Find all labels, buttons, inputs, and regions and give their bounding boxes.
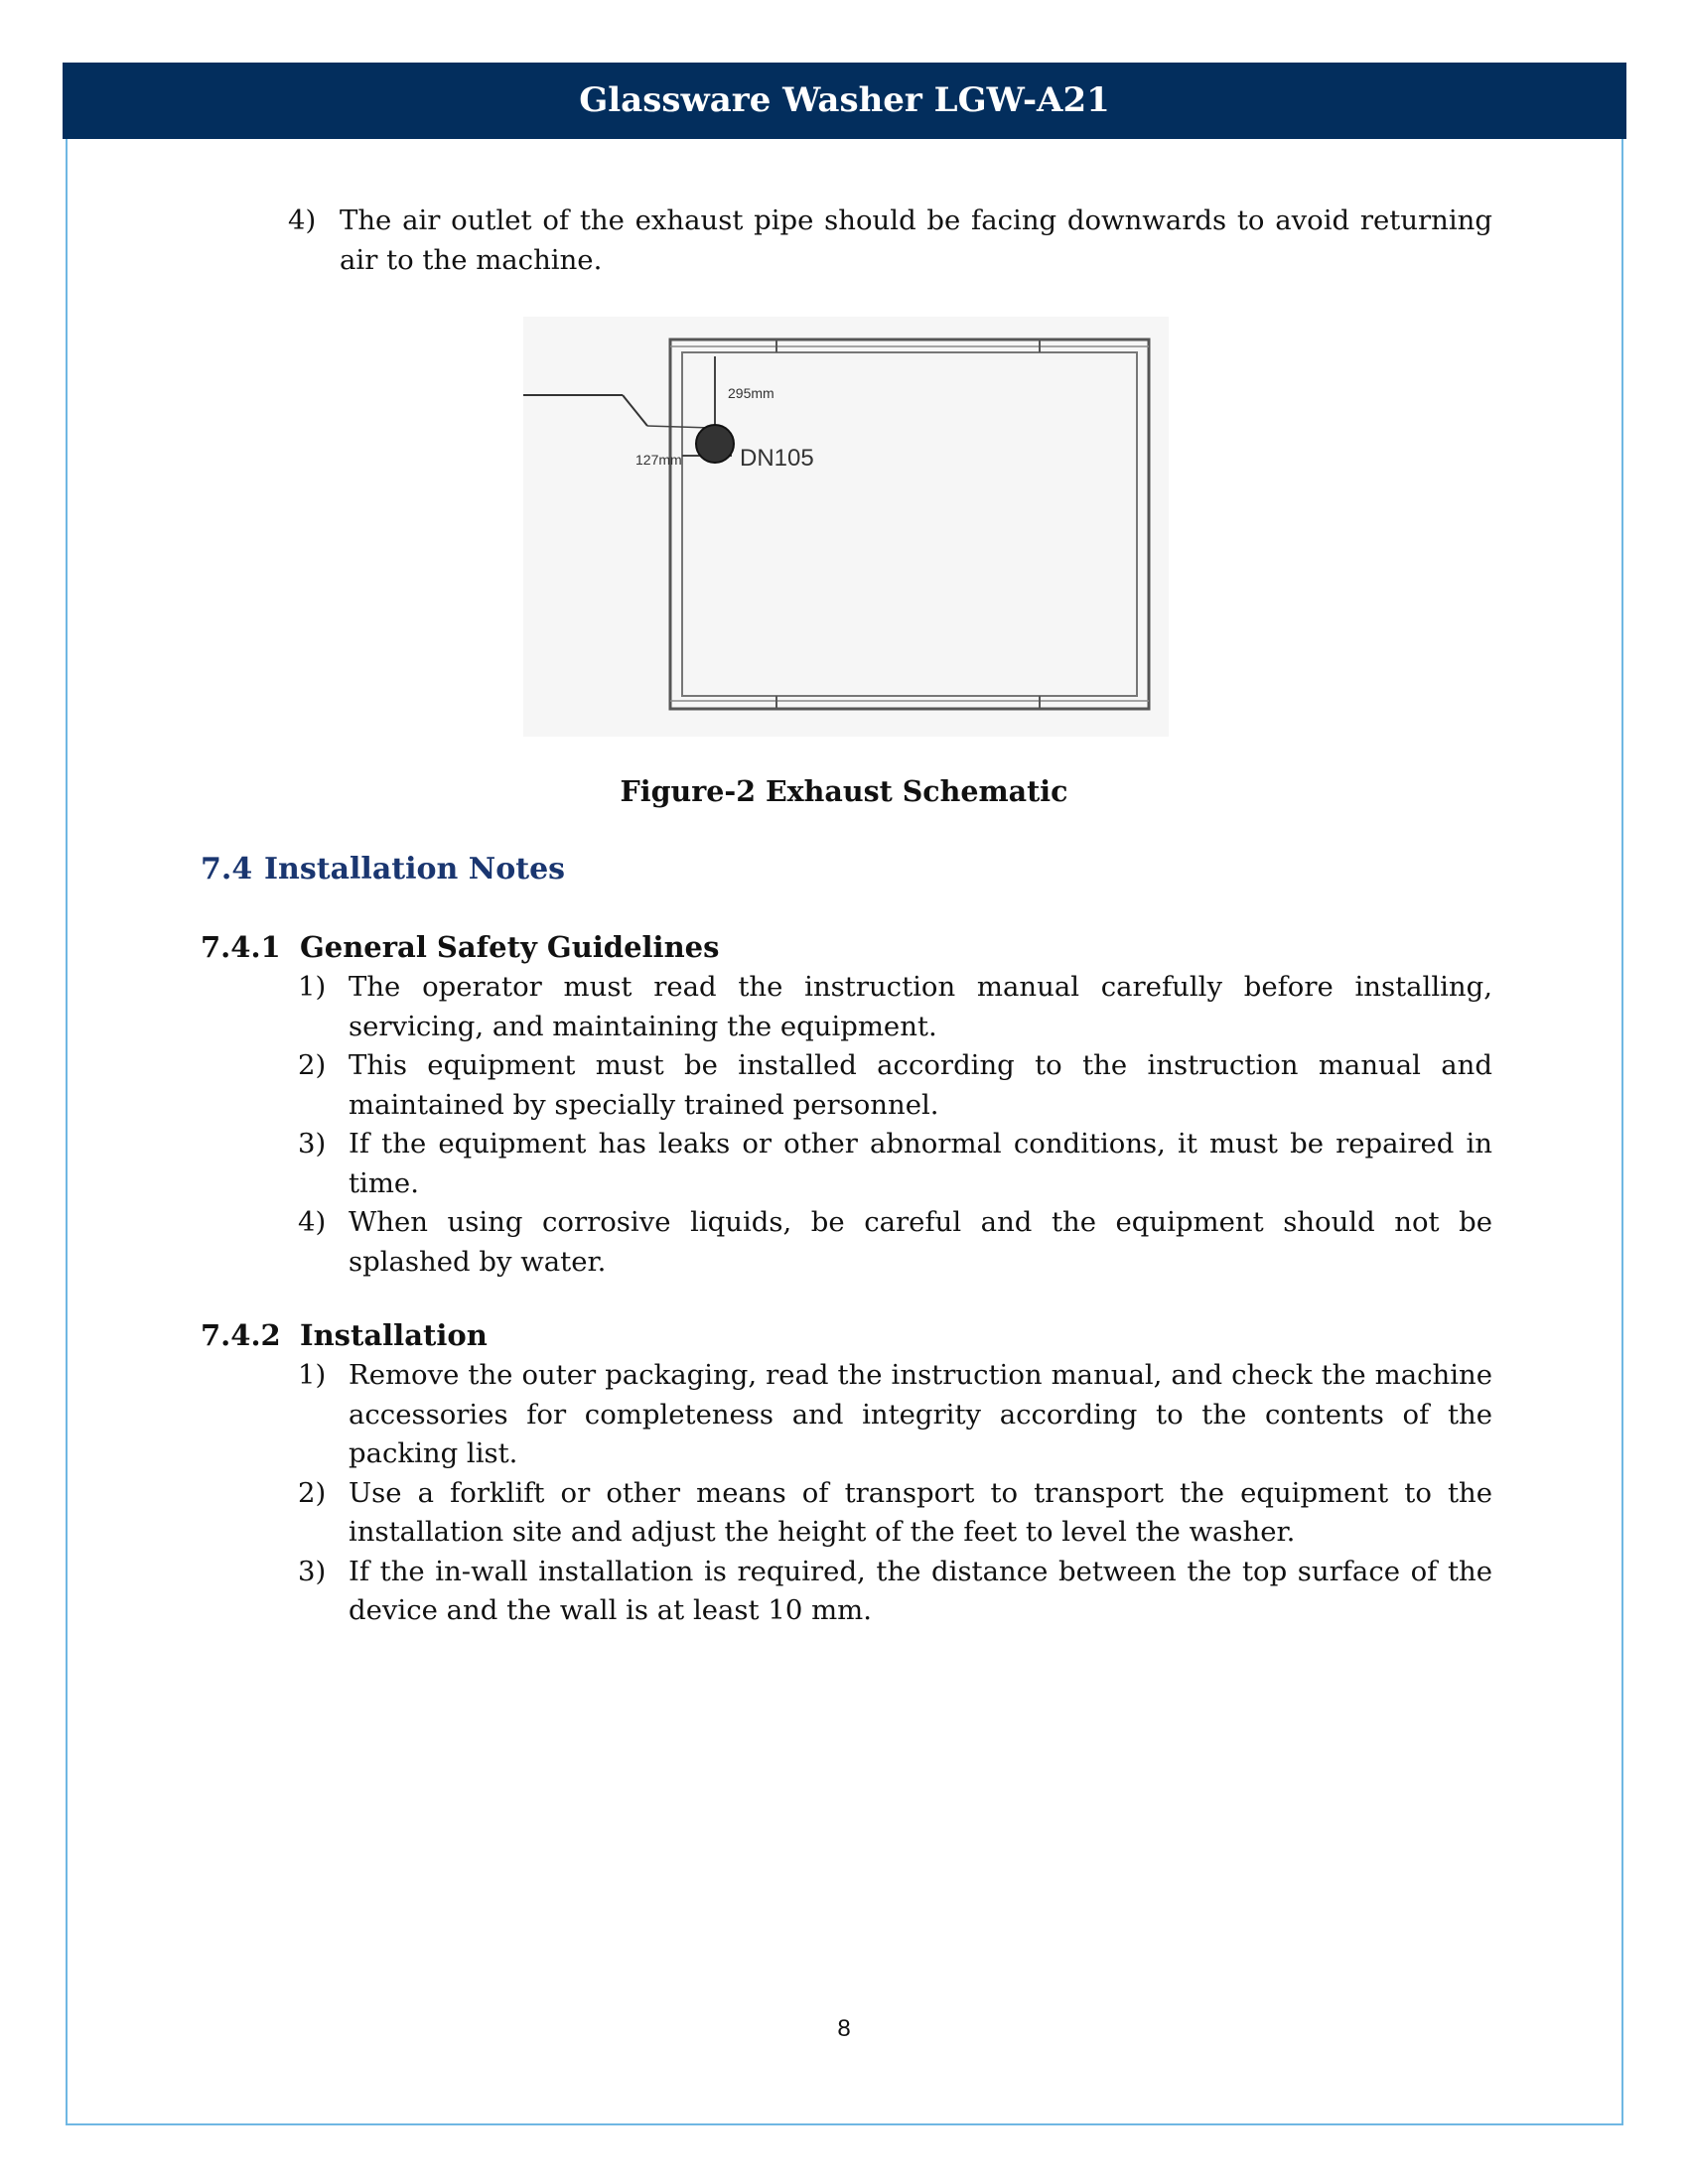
list-item-text: When using corrosive liquids, be careful and the equipment should not be splashed by water. xyxy=(349,1206,1492,1278)
list-item xyxy=(298,1203,1492,1282)
list-item xyxy=(298,1046,1492,1125)
list-item-number: 3) xyxy=(298,1555,327,1587)
list-item xyxy=(298,1474,1492,1553)
list-item-text: If the in-wall installation is required, the distance between the top surface of the device and the wall is at least 10 mm. xyxy=(349,1555,1492,1626)
exhaust-schematic-figure xyxy=(523,317,1169,737)
figure-caption: Figure-2 Exhaust Schematic xyxy=(620,774,1068,808)
list-item-number: 3) xyxy=(298,1128,327,1160)
list-item-number: 1) xyxy=(298,971,327,1003)
subsection-heading-installation xyxy=(201,1318,488,1352)
pipe-label: DN105 xyxy=(740,445,814,472)
list-item-text: The operator must read the instruction manual carefully before installing, servicing, and maintaining the equipment. xyxy=(349,971,1492,1042)
section-title: Installation Notes xyxy=(264,852,566,887)
list-item-text: The air outlet of the exhaust pipe should be facing downwards to avoid returning air to the machine. xyxy=(340,205,1492,276)
installation-list xyxy=(298,1356,1492,1631)
page-number: 8 xyxy=(837,2015,851,2042)
list-item xyxy=(298,1356,1492,1474)
list-item-number: 2) xyxy=(298,1476,327,1509)
subsection-title: Installation xyxy=(300,1318,488,1352)
dimension-label-width: 295mm xyxy=(728,385,774,401)
subsection-number: 7.4.1 xyxy=(201,930,281,964)
subsection-title: General Safety Guidelines xyxy=(300,930,720,964)
list-item-number: 4) xyxy=(298,1206,327,1238)
list-item xyxy=(298,1125,1492,1203)
document-title: Glassware Washer LGW-A21 xyxy=(579,80,1110,120)
list-item-number: 4) xyxy=(288,205,317,236)
list-item xyxy=(298,968,1492,1046)
safety-guidelines-list xyxy=(298,968,1492,1282)
section-heading xyxy=(201,852,565,887)
list-item-number: 1) xyxy=(298,1359,327,1391)
intro-list-item xyxy=(288,202,1492,280)
list-item xyxy=(298,1553,1492,1631)
list-item-text: If the equipment has leaks or other abnormal conditions, it must be repaired in time. xyxy=(349,1128,1492,1199)
list-item-number: 2) xyxy=(298,1049,327,1081)
list-item-text: This equipment must be installed according to the instruction manual and maintained by specially trained personnel. xyxy=(349,1049,1492,1121)
list-item-text: Remove the outer packaging, read the instruction manual, and check the machine accessories for completeness and integrity according to the contents of the packing list. xyxy=(349,1359,1492,1469)
dimension-label-height: 127mm xyxy=(635,452,682,468)
subsection-number: 7.4.2 xyxy=(201,1318,281,1352)
subsection-heading-safety xyxy=(201,930,719,964)
document-header xyxy=(63,63,1626,139)
exhaust-pipe-icon xyxy=(696,425,734,463)
list-item-text: Use a forklift or other means of transport to transport the equipment to the installation site and adjust the height of the feet to level the washer. xyxy=(349,1476,1492,1548)
section-number: 7.4 xyxy=(201,852,253,887)
